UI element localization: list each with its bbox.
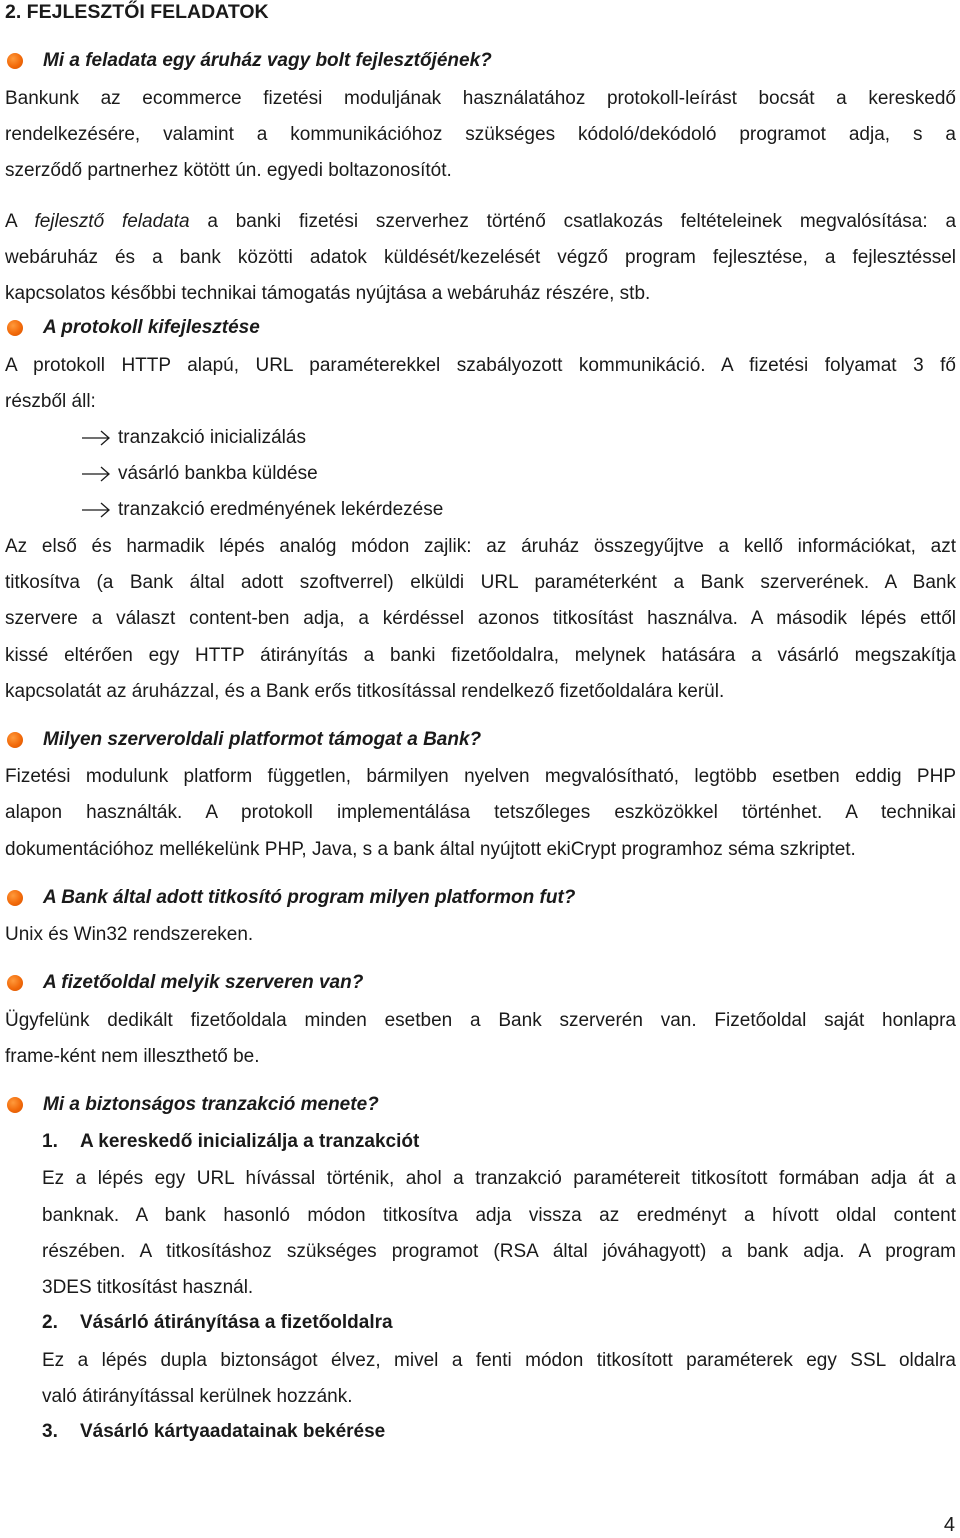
- arrow-icon: [80, 500, 112, 520]
- paragraph-line: dokumentációhoz mellékelünk PHP, Java, s a bank által nyújtott ekiCrypt programhoz séma szkriptet.: [5, 839, 856, 860]
- paragraph-line: A fejlesztő feladata a banki fizetési szerverhez történő csatlakozás feltételeinek megvalósítása: a: [5, 211, 956, 232]
- bullet-icon: [7, 53, 23, 69]
- paragraph-line: Fizetési modulunk platform független, bármilyen nyelven megvalósítható, legtöbb esetben eddig PHP: [5, 766, 956, 787]
- emphasis-text: fejlesztő feladata: [34, 211, 190, 232]
- paragraph-line: A protokoll HTTP alapú, URL paraméterekkel szabályozott kommunikáció. A fizetési folyamat 3 fő: [5, 355, 956, 376]
- paragraph-line: részből áll:: [5, 391, 96, 412]
- bullet-icon: [7, 890, 23, 906]
- page-heading: 2. FEJLESZTŐI FELADATOK: [5, 1, 269, 23]
- section-question: Milyen szerveroldali platformot támogat a Bank?: [43, 729, 482, 750]
- paragraph-line: Az első és harmadik lépés analóg módon zajlik: az áruház összegyűjtve a kellő információkat, azt: [5, 536, 956, 557]
- process-step: vásárló bankba küldése: [118, 463, 318, 484]
- paragraph-line: szervere a választ content-ben adja, a kérdéssel azonos titkosítást használva. A második lépés ettől: [5, 608, 956, 629]
- bullet-icon: [7, 320, 23, 336]
- numbered-step-title: 2. Vásárló átirányítása a fizetőoldalra: [42, 1312, 393, 1333]
- paragraph-line: titkosítva (a Bank által adott szoftverrel) elküldi URL paraméterként a Bank szerverének. A Bank: [5, 572, 956, 593]
- paragraph-line: Ez a lépés dupla biztonságot élvez, mivel a fenti módon titkosított paraméterek egy SSL oldalra: [42, 1350, 956, 1371]
- bullet-icon: [7, 732, 23, 748]
- section-question: A protokoll kifejlesztése: [43, 317, 260, 338]
- paragraph-line: kapcsolatos későbbi technikai támogatás nyújtása a webáruház részére, stb.: [5, 283, 651, 304]
- paragraph-line: rendelkezésére, valamint a kommunikációhoz szükséges kódoló/dekódoló programot adja, s a: [5, 124, 956, 145]
- paragraph-line: Bankunk az ecommerce fizetési moduljának használatához protokoll-leírást bocsát a kereskedő: [5, 88, 956, 109]
- paragraph-line: Ez a lépés egy URL hívással történik, ahol a tranzakció paramétereit titkosított formában adja át a: [42, 1168, 956, 1189]
- bullet-icon: [7, 1097, 23, 1113]
- process-step: tranzakció eredményének lekérdezése: [118, 499, 444, 520]
- process-step: tranzakció inicializálás: [118, 427, 306, 448]
- paragraph-line: webáruház és a bank közötti adatok küldését/kezelését végző program fejlesztése, a fejlesztéssel: [5, 247, 956, 268]
- arrow-icon: [80, 464, 112, 484]
- paragraph-line: kapcsolatát az áruházzal, és a Bank erős titkosítással rendelkező fizetőoldalára kerül.: [5, 681, 725, 702]
- paragraph-line: való átirányítással kerülnek hozzánk.: [42, 1386, 353, 1407]
- page-number: 4: [943, 1514, 955, 1536]
- bullet-icon: [7, 975, 23, 991]
- paragraph-line: frame-ként nem illeszthető be.: [5, 1046, 260, 1067]
- paragraph-line: alapon használták. A protokoll implementálása tetszőleges eszközökkel történhet. A technikai: [5, 802, 956, 823]
- paragraph-line: részében. A titkosításhoz szükséges programot (RSA által jóváhagyott) a bank adja. A program: [42, 1241, 956, 1262]
- paragraph-line: Ügyfelünk dedikált fizetőoldala minden esetben a Bank szerverén van. Fizetőoldal saját honlapra: [5, 1010, 956, 1031]
- paragraph-line: kissé eltérően egy HTTP átirányítás a banki fizetőoldalra, melynek hatására a vásárló megszakítja: [5, 645, 956, 666]
- paragraph-line: 3DES titkosítást használ.: [42, 1277, 254, 1298]
- numbered-step-title: 3. Vásárló kártyaadatainak bekérése: [42, 1421, 386, 1442]
- arrow-icon: [80, 428, 112, 448]
- numbered-step-title: 1. A kereskedő inicializálja a tranzakciót: [42, 1131, 420, 1152]
- section-question: Mi a biztonságos tranzakció menete?: [43, 1094, 379, 1115]
- section-question: A Bank által adott titkosító program milyen platformon fut?: [43, 887, 576, 908]
- paragraph-line: Unix és Win32 rendszereken.: [5, 924, 254, 945]
- paragraph-line: szerződő partnerhez kötött ún. egyedi boltazonosítót.: [5, 160, 452, 181]
- section-question: A fizetőoldal melyik szerveren van?: [43, 972, 364, 993]
- section-question: Mi a feladata egy áruház vagy bolt fejlesztőjének?: [43, 50, 492, 71]
- paragraph-line: banknak. A bank hasonló módon titkosítva adja vissza az eredményt a hívott oldal content: [42, 1205, 956, 1226]
